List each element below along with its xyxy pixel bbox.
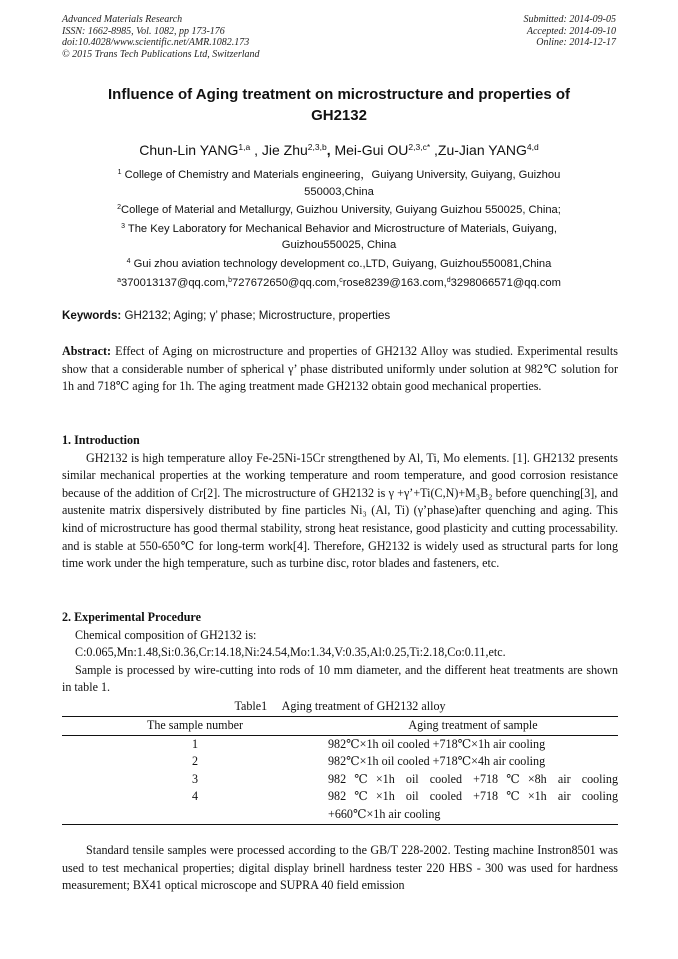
- keywords-text: GH2132; Aging; γ’ phase; Microstructure, properties: [121, 309, 391, 322]
- aging-treatment-table: [62, 716, 618, 825]
- author-emails: $^a$370013137@qq.com,$^b$727672650@qq.com,$^c$rose8239@163.com,$^d$3298066571@qq.com: [117, 276, 561, 289]
- sample-paragraph: Sample is processed by wire-cutting into rods of 10 mm diameter, and the different heat treatments are shown in table 1.: [62, 662, 618, 695]
- table-header-sample-number: The sample number: [62, 717, 328, 736]
- table-row: 2 982℃×1h oil cooled +718℃×4h air cooling: [191, 754, 546, 769]
- table-caption: Table1 Aging treatment of GH2132 alloy: [234, 699, 446, 713]
- author-name: Chun-Lin YANG: [139, 142, 239, 158]
- email-link[interactable]: 3298066571@qq.com: [450, 276, 561, 289]
- dates-header: [524, 14, 617, 49]
- doi-line: doi:10.4028/www.scientific.net/AMR.1082.173: [62, 37, 250, 49]
- online-date: Online: 2014-12-17: [536, 37, 616, 49]
- affiliation-4: $^4$ Gui zhou aviation technology development co.,LTD, Guiyang, Guizhou550081,China: [126, 257, 552, 270]
- author-name: Mei-Gui OU: [334, 142, 409, 158]
- table-header-aging-treatment: Aging treatment of sample: [328, 717, 618, 736]
- affiliation-3: $^3$ The Key Laboratory for Mechanical Behavior and Microstructure of Materials, Guiyang,: [121, 222, 557, 235]
- keywords-label: Keywords:: [62, 309, 122, 322]
- composition-values: C:0.065,Mn:1.48,Si:0.36,Cr:14.18,Ni:24.54,Mo:1.34,V:0.35,Al:0.25,Ti:2.18,Co:0.11,etc.: [75, 645, 506, 660]
- table-row: 4 982℃×1h oil cooled +718℃×1h air cooling +660℃×1h air cooling: [62, 788, 618, 824]
- email-link[interactable]: 727672650@qq.com,: [232, 276, 340, 289]
- test-methods-paragraph: Standard tensile samples were processed according to the GB/T 228-2002. Testing machine Instron8501 was used to test mechanical properties; digital display brinell hardness tester 220 HBS - 300 was used for hardness measurement; BX41 optical microscope and SUPRA 40 field emission: [62, 843, 618, 893]
- affiliation-1: $^1$ College of Chemistry and Materials engineering，Guiyang University, Guiyang, Guizhou: [117, 169, 561, 181]
- author-sup: 2,3,c*: [408, 142, 431, 152]
- journal-name: Advanced Materials Research: [62, 14, 183, 25]
- composition-intro: Chemical composition of GH2132 is:: [75, 627, 257, 642]
- author-list: Chun-Lin YANG$^{1,a}$ , Jie Zhu$^{2,3,b}$, Mei-Gui $OU^{2,3,c*}$ ,Zu-Jian YANG$^{4,d}$: [139, 142, 539, 158]
- submitted-date: Submitted: 2014-09-05: [523, 14, 616, 25]
- table-row: 3 982℃×1h oil cooled +718℃×8h air cooling: [191, 771, 618, 786]
- affiliations: $^1$ College of Chemistry and Materials engineering，Guiyang University, Guiyang, Guizhou 550003,China $^2$College of Material and Metallurgy, Guizhou University, Guiyang Guizhou 550025, China; $^3$ The Key Laboratory for Mechanical Behavior and Microstructure of Materials, Guiyang, Guizhou550025, China $^4$ Gui zhou aviation technology development co.,LTD, Guiyang, Guizhou550081,China $^a$370013137@qq.com,$^b$727672650@qq.com,$^c$rose8239@163.com,$^d$3298066571@qq.com: [80, 165, 598, 291]
- email-link[interactable]: rose8239@163.com,: [342, 276, 447, 289]
- section-heading: 1. Introduction: [62, 433, 140, 447]
- author-sup: 4,d: [526, 142, 539, 152]
- introduction-section: [62, 432, 618, 573]
- abstract-text: Effect of Aging on microstructure and properties of GH2132 Alloy was studied. Experimental results show that a considerable number of spherical γ’ phase distributed uniformly under solution at 982℃ solution for 1h and 718℃ aging for 1h. The aging treatment made GH2132 obtain good mechanical properties.: [62, 344, 618, 394]
- copyright-line: © 2015 Trans Tech Publications Ltd, Switzerland: [62, 48, 260, 60]
- keywords: [62, 308, 618, 324]
- issn-line: ISSN: 1662-8985, Vol. 1082, pp 173-176: [62, 25, 225, 37]
- abstract-label: Abstract:: [62, 344, 112, 358]
- author-sup: 1,a: [238, 142, 251, 152]
- affiliation-2: $^2$College of Material and Metallurgy, Guizhou University, Guiyang Guizhou 550025, China;: [117, 204, 561, 217]
- author-name: Jie Zhu: [261, 142, 308, 158]
- paper-title: Influence of Aging treatment on microstructure and properties of GH2132: [108, 86, 570, 124]
- experimental-section: [62, 609, 618, 697]
- abstract: [62, 343, 618, 396]
- author-sup: 2,3,b: [307, 142, 327, 152]
- accepted-date: Accepted: 2014-09-10: [526, 25, 616, 37]
- email-link[interactable]: 370013137@qq.com,: [120, 276, 229, 289]
- author-name: Zu-Jian YANG: [437, 142, 527, 158]
- section-heading: 2. Experimental Procedure: [62, 610, 201, 624]
- intro-paragraph: GH2132 is high temperature alloy Fe-25Ni-15Cr strengthened by Al, Ti, Mo elements. [1]. GH2132 presents similar mechanical properties at the working temperature and room temperature, and good corrosion resistance because of the addition of Cr[2]. The microstructure of GH2132 is γ +γ’+Ti(C,N)+M₃B₂ before quenching[3], and austenite matrix dispersively distributed by fine particles Ni₃ (Al, Ti) (γ’phase)after quenching and aging. This kind of microstructure has good thermal stability, strong heat resistance, good plasticity and cutting processability. and is stable at 550-650℃ for long-term work[4]. Therefore, GH2132 is widely used as structural parts for long time work under the high temperature, such as turbine disc, rotor blades and fasteners, etc.: [62, 450, 618, 571]
- table-row: 1 982℃×1h oil cooled +718℃×1h air cooling: [191, 736, 546, 751]
- journal-header: [62, 14, 260, 60]
